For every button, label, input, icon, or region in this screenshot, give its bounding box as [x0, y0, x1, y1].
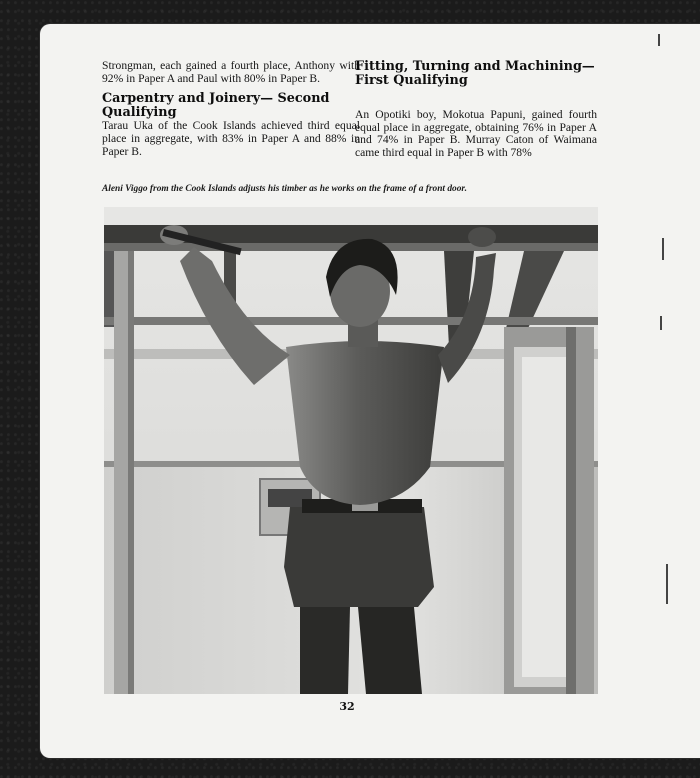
scan-mark: [666, 564, 668, 604]
document-page: [40, 24, 700, 758]
page-number: 32: [339, 700, 355, 713]
scan-mark: [658, 34, 660, 46]
section-heading-carpentry: Carpentry and Joinery— Second Qualifying: [102, 91, 330, 120]
right-paragraph-1: An Opotiki boy, Mokotua Papuni, gained fourth equal place in aggregate, obtaining 76% in Paper A and 74% in Paper B. Murray Caton of Waimana came third equal in Paper B with 78%: [355, 108, 597, 159]
photo-caption: Aleni Viggo from the Cook Islands adjusts his timber as he works on the frame of a front door.: [102, 184, 467, 194]
scan-mark: [662, 238, 664, 260]
left-column: [102, 60, 360, 158]
section-heading-fitting: Fitting, Turning and Machining— First Qualifying: [355, 59, 595, 88]
left-paragraph-1: Strongman, each gained a fourth place, Anthony with 92% in Paper A and Paul with 80% in Paper B.: [102, 59, 360, 85]
scan-mark: [660, 316, 662, 330]
right-column: [355, 60, 597, 160]
photo-carpenter-at-door-frame: [104, 207, 598, 694]
left-paragraph-2: Tarau Uka of the Cook Islands achieved third equal place in aggregate, with 83% in Paper A and 88% in Paper B.: [102, 119, 360, 158]
